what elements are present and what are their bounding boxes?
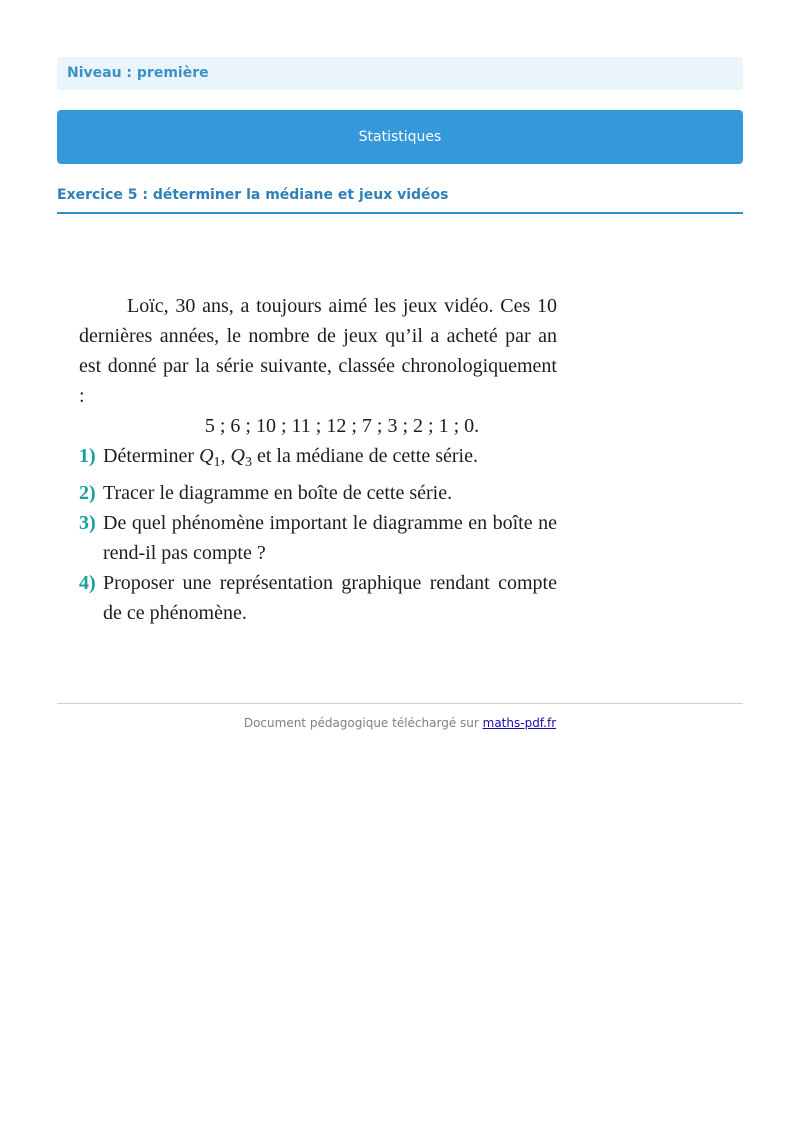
q1-symbol: $Q_1$ [199, 445, 221, 470]
q3-symbol: $Q_3$ [230, 445, 252, 470]
question-text: Proposer une représentation graphique rendant compte de ce phénomène. [103, 572, 557, 624]
footer [57, 716, 743, 730]
site-link[interactable]: maths-pdf.fr [482, 716, 557, 730]
exercise-statement [79, 291, 557, 628]
question-number: 1) [79, 445, 96, 467]
question-list [79, 441, 557, 628]
exercise-title: Exercice 5 : déterminer la médiane et jeux vidéos [57, 186, 743, 214]
subject-banner: Statistiques [57, 110, 743, 164]
separator: , [220, 445, 231, 467]
question-text: Déterminer [103, 445, 200, 467]
question-number: 3) [79, 512, 96, 534]
question-1 [79, 441, 557, 478]
question-text-end: et la médiane de cette série. [251, 445, 478, 467]
footer-text: Document pédagogique téléchargé sur [243, 716, 483, 730]
data-series: 5 ; 6 ; 10 ; 11 ; 12 ; 7 ; 3 ; 2 ; 1 ; 0. [204, 415, 480, 437]
question-text: Tracer le diagramme en boîte de cette série. [103, 482, 453, 504]
question-number: 2) [79, 482, 96, 504]
question-number: 4) [79, 572, 96, 594]
level-label: Niveau : première [57, 57, 743, 90]
question-4 [79, 568, 557, 628]
footer-divider [57, 703, 743, 704]
exercise-intro: Loïc, 30 ans, a toujours aimé les jeux vidéo. Ces 10 dernières années, le nombre de jeux qu’il a acheté par an est donné par la série suivante, classée chronologiquement : [79, 295, 557, 407]
question-2 [79, 478, 557, 508]
question-3 [79, 508, 557, 568]
question-text: De quel phénomène important le diagramme en boîte ne rend-il pas compte ? [103, 512, 557, 564]
